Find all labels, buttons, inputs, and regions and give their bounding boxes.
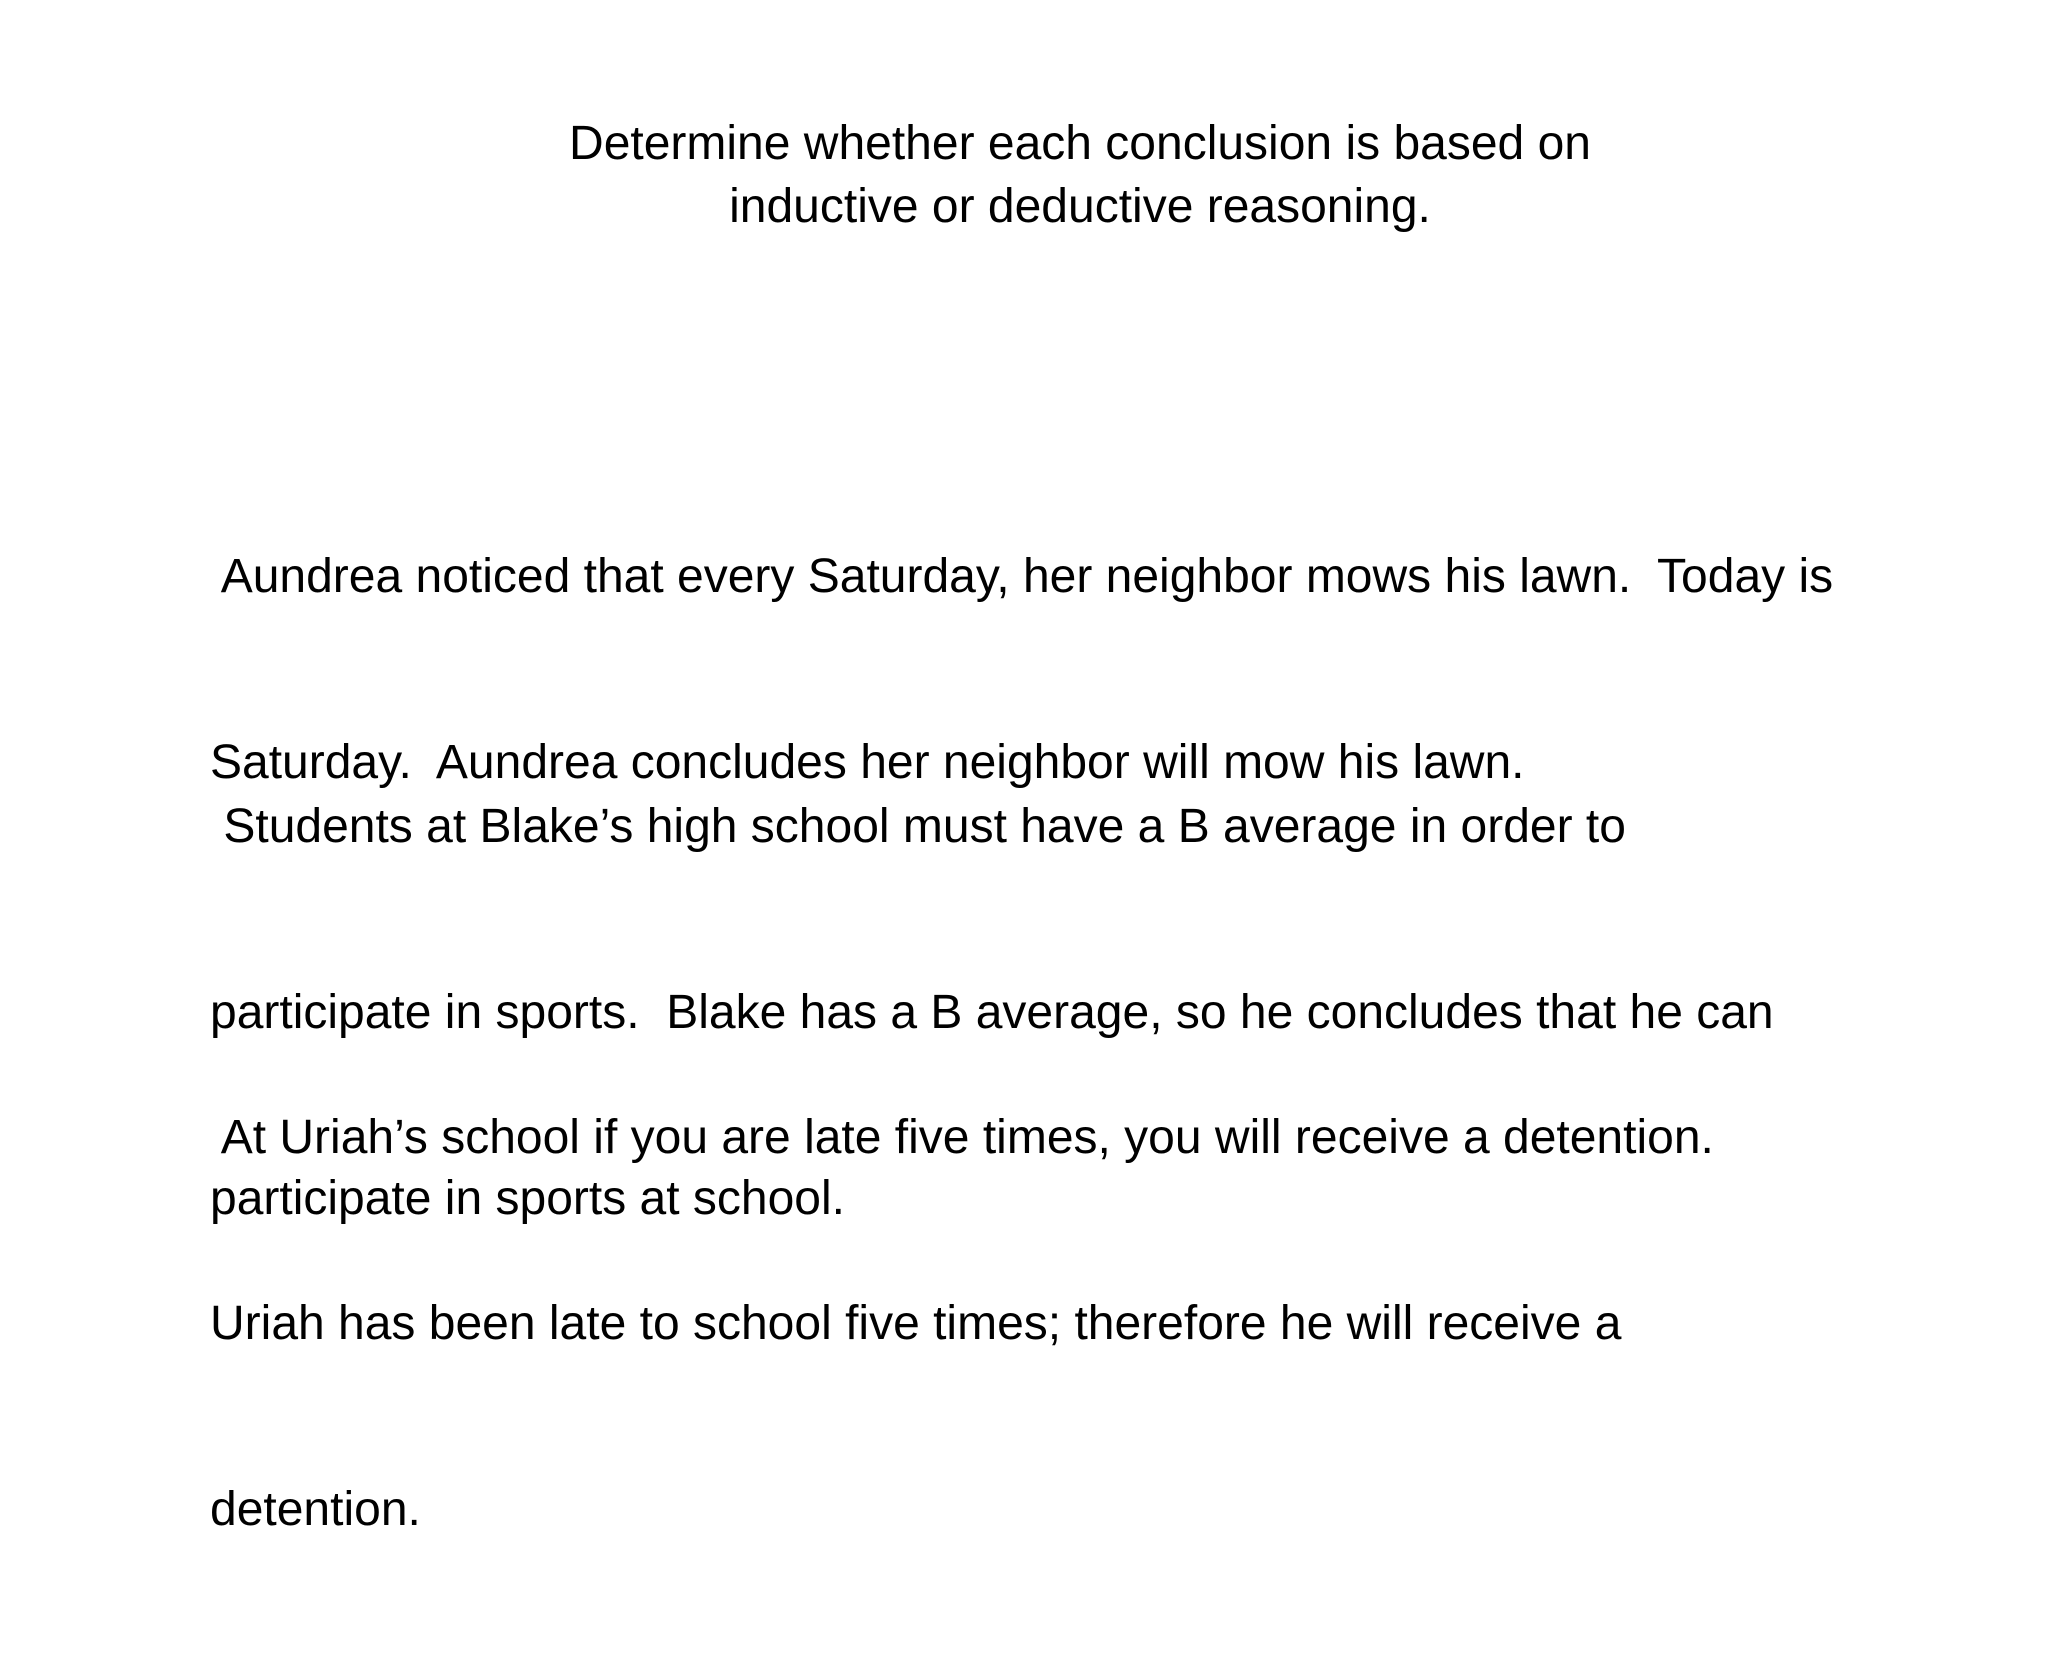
title-line: inductive or deductive reasoning. — [729, 180, 1431, 233]
problem-line: participate in sports at school. — [210, 1172, 845, 1225]
title-line: Determine whether each conclusion is based on — [569, 117, 1591, 170]
problem-line: At Uriah’s school if you are late five times, you will receive a detention. — [210, 1111, 1714, 1164]
problem-line: Students at Blake’s high school must have a B average in order to — [210, 800, 1626, 853]
problem-line: detention. — [210, 1483, 421, 1536]
problem-3-text — [210, 983, 1970, 1665]
problem-line: Aundrea noticed that every Saturday, her neighbor mows his lawn. Today is — [210, 550, 1834, 603]
problem-line: Saturday. Aundrea concludes her neighbor will mow his lawn. — [210, 736, 1525, 789]
slide-title — [0, 112, 2048, 238]
problem-line: participate in sports. Blake has a B average, so he concludes that he can — [210, 986, 1774, 1039]
problem-line: Uriah has been late to school five times; therefore he will receive a — [210, 1297, 1622, 1350]
